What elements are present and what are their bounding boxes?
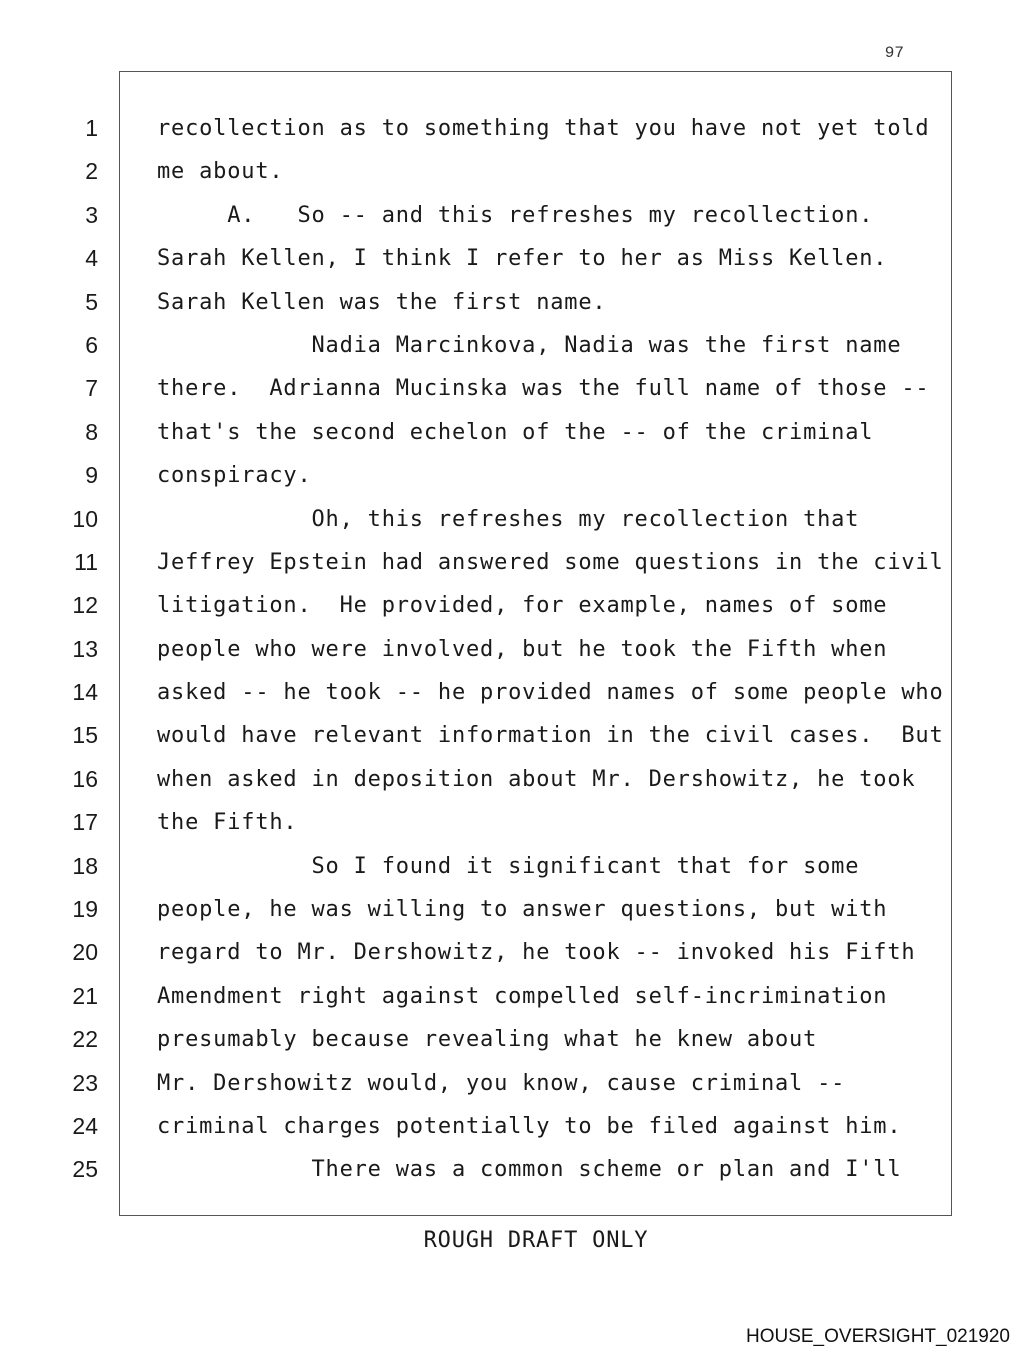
line-number: 17	[72, 809, 98, 836]
line-number-column	[40, 107, 98, 1192]
transcript-text	[157, 107, 947, 1192]
line-number: 1	[85, 115, 98, 141]
transcript-line: the Fifth.	[157, 810, 298, 836]
transcript-line: presumably because revealing what he knew about	[157, 1027, 818, 1053]
line-number: 12	[72, 592, 98, 619]
transcript-line: criminal charges potentially to be filed against him.	[157, 1113, 902, 1139]
page-number: 97	[884, 44, 904, 62]
transcript-line: regard to Mr. Dershowitz, he took -- invoked his Fifth	[157, 940, 916, 966]
line-number: 6	[85, 331, 98, 358]
transcript-line: that's the second echelon of the -- of the criminal	[157, 419, 874, 445]
line-number: 11	[74, 548, 98, 575]
transcript-line: me about.	[157, 159, 284, 185]
line-number: 16	[72, 765, 98, 792]
transcript-line: people, he was willing to answer questions, but with	[157, 897, 888, 923]
line-number: 23	[72, 1069, 98, 1096]
line-number: 7	[85, 375, 98, 402]
line-number: 14	[72, 679, 98, 706]
transcript-line: Sarah Kellen, I think I refer to her as Miss Kellen.	[157, 246, 888, 272]
transcript-line: litigation. He provided, for example, names of some	[157, 593, 888, 619]
transcript-line: there. Adrianna Mucinska was the full name of those --	[157, 376, 930, 402]
draft-notice: ROUGH DRAFT ONLY	[423, 1228, 649, 1253]
transcript-line: A. So -- and this refreshes my recollection.	[157, 202, 874, 228]
transcript-line: There was a common scheme or plan and I'll	[157, 1157, 902, 1183]
line-number: 22	[72, 1026, 98, 1053]
line-number: 25	[72, 1156, 98, 1183]
line-number: 10	[72, 505, 98, 532]
transcript-line: asked -- he took -- he provided names of some people who	[157, 680, 944, 706]
line-number: 8	[85, 418, 98, 445]
line-number: 15	[72, 722, 98, 749]
bates-number: HOUSE_OVERSIGHT_021920	[745, 1326, 1010, 1347]
line-number: 5	[85, 288, 98, 315]
line-number: 18	[72, 852, 98, 879]
line-number: 3	[85, 201, 98, 228]
transcript-line: would have relevant information in the civil cases. But	[157, 723, 944, 749]
line-number: 2	[85, 158, 98, 185]
transcript-line: Oh, this refreshes my recollection that	[157, 506, 860, 532]
transcript-line: Mr. Dershowitz would, you know, cause criminal --	[157, 1070, 846, 1096]
transcript-line: when asked in deposition about Mr. Dershowitz, he took	[157, 766, 916, 792]
line-number: 21	[72, 982, 98, 1009]
line-number: 20	[72, 939, 98, 966]
transcript-line: conspiracy.	[157, 463, 312, 489]
line-number: 24	[72, 1112, 98, 1139]
transcript-line: So I found it significant that for some	[157, 853, 860, 879]
transcript-line: people who were involved, but he took the Fifth when	[157, 636, 888, 662]
line-number: 19	[72, 896, 98, 923]
transcript-line: Sarah Kellen was the first name.	[157, 289, 607, 315]
transcript-line: Amendment right against compelled self-incrimination	[157, 983, 888, 1009]
transcript-line: recollection as to something that you have not yet told	[157, 116, 930, 141]
line-number: 9	[85, 462, 98, 489]
transcript-line: Nadia Marcinkova, Nadia was the first name	[157, 332, 902, 358]
line-number: 13	[72, 635, 98, 662]
line-number: 4	[85, 245, 98, 272]
transcript-line: Jeffrey Epstein had answered some questions in the civil	[157, 549, 944, 575]
